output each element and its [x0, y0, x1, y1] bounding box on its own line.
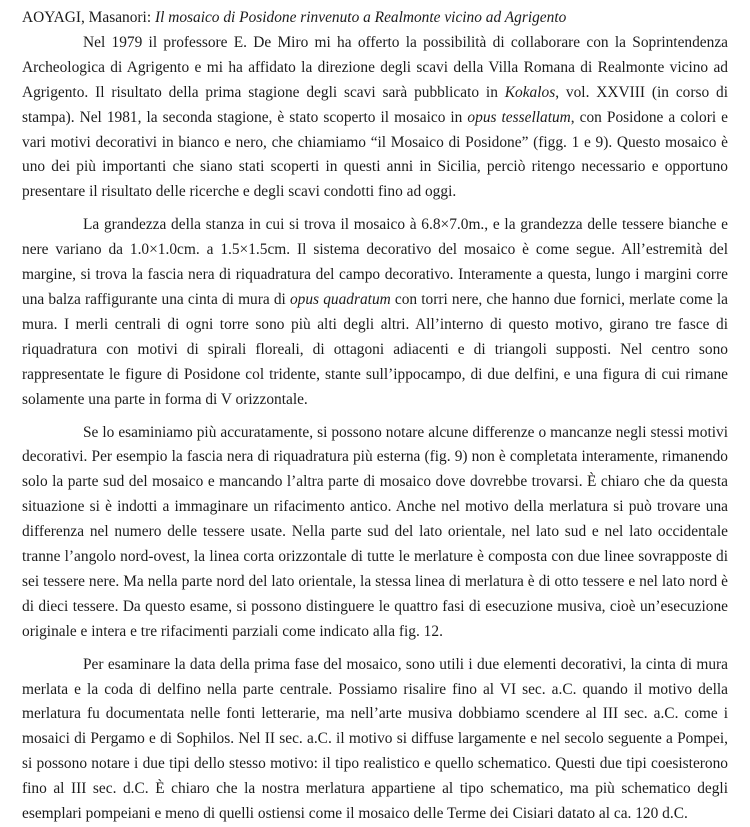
document-page [22, 6, 728, 827]
paragraph-text: Nel 1979 il professore E. De Miro mi ha offerto la possibilità di collaborare con la Soprintendenza Archeologica di Agrigento e mi ha affidato la direzione degli scavi della Villa Romana di Realmonte vicino ad Agrigento. Il risultato della prima stagione degli scavi sarà pubblicato in [22, 33, 728, 101]
italic-term: opus tessellatum [467, 108, 571, 126]
paragraph-text: La grandezza della stanza in cui si trova il mosaico à 6.8×7.0m., e la grandezza delle tessere bianche e nere variano da 1.0×1.0cm. a 1.5×1.5cm. Il sistema decorativo del mosaico è come segue. All’estremità del margine, si trova la fascia nera di riquadratura del campo decorativo. Interamente a questa, lungo i margini corre una balza raffigurante una cinta di mura di [22, 216, 728, 308]
article-title: Il mosaico di Posidone rinvenuto a Realmonte vicino ad Agrigento [154, 9, 567, 26]
paragraph [22, 653, 728, 827]
heading-separator: : [146, 9, 155, 26]
paragraph-text: Se lo esaminiamo più accuratamente, si possono notare alcune differenze o mancanze negli stessi motivi decorativi. Per esempio la fascia nera di riquadratura più esterna (fig. 9) non è completata interamente, rimanendo solo la parte sud del mosaico e mancando l’altra parte di mosaico dove dovrebbe trovarsi. È chiaro che da questa situazione si è indotti a immaginare un rifacimento antico. Anche nel motivo della merlatura si può trovare una differenza nel numero delle tessere usate. Nella parte sud del lato orientale, nel lato sud e nel lato occidentale tranne l’angolo nord-ovest, la linea corta orizzontale di tutte le merlature è composta con due linee sovrapposte di sei tessere nere. Ma nella parte nord del lato orientale, la stessa linea di merlatura è di otto tessere e nel lato nord è di dieci tessere. Da questo esame, si possono distinguere le quattro fasi di esecuzione musiva, cioè un’esecuzione originale e intera e tre rifacimenti parziali come indicato alla fig. 12. [22, 423, 728, 640]
body-text [22, 31, 728, 827]
paragraph [22, 213, 728, 412]
italic-term: opus quadratum [289, 290, 391, 308]
article-heading [22, 6, 728, 31]
author-name: AOYAGI, Masanori [22, 9, 147, 26]
paragraph [22, 421, 728, 645]
paragraph [22, 31, 728, 205]
italic-term: Kokalos [504, 83, 556, 101]
paragraph-text: Per esaminare la data della prima fase del mosaico, sono utili i due elementi decorativi, la cinta di mura merlata e la coda di delfino nella parte centrale. Possiamo risalire fino al VI sec. a.C. quando il motivo della merlatura fu documentata nelle fonti letterarie, ma nell’arte musiva dobbiamo scendere al III sec. a.C. come i mosaici di Pergamo e di Sophilos. Nel II sec. a.C. il motivo si diffuse largamente e nel secolo seguente a Pompei, si possono notare i due tipi dello stesso motivo: il tipo realistico e quello schematico. Questi due tipi coesisterono fino al III sec. d.C. È chiaro che la nostra merlatura appartiene al tipo schematico, ma più schematico degli esemplari pompeiani e meno di quelli ostiensi come il mosaico delle Terme dei Cisiari datato al ca. 120 d.C. [22, 655, 728, 823]
paragraph-text: , vol. XXVIII (in corso di stampa). Nel 1981, la seconda stagione, è stato scoperto il mosaico in [22, 83, 728, 126]
paragraph-text: , con Posidone a colori e vari motivi decorativi in bianco e nero, che chiamiamo “il Mosaico di Posidone” (figg. 1 e 9). Questo mosaico è uno dei più importanti che siano stati scoperti in questi anni in Sicilia, perciò ritengo necessario e opportuno presentare il risultato delle ricerche e degli scavi condotti fino ad oggi. [22, 108, 728, 201]
paragraph-text: con torri nere, che hanno due fornici, merlate come la mura. I merli centrali di ogni torre sono più alti degli altri. All’interno di questo motivo, girano tre fasce di riquadratura con motivi di spirali floreali, di ottagoni adiacenti e di triangoli supposti. Nel centro sono rappresentate le figure di Posidone col tridente, stante sull’ippocampo, di due delfini, e una figura di cui rimane solamente una parte in forma di V orizzontale. [22, 290, 728, 408]
